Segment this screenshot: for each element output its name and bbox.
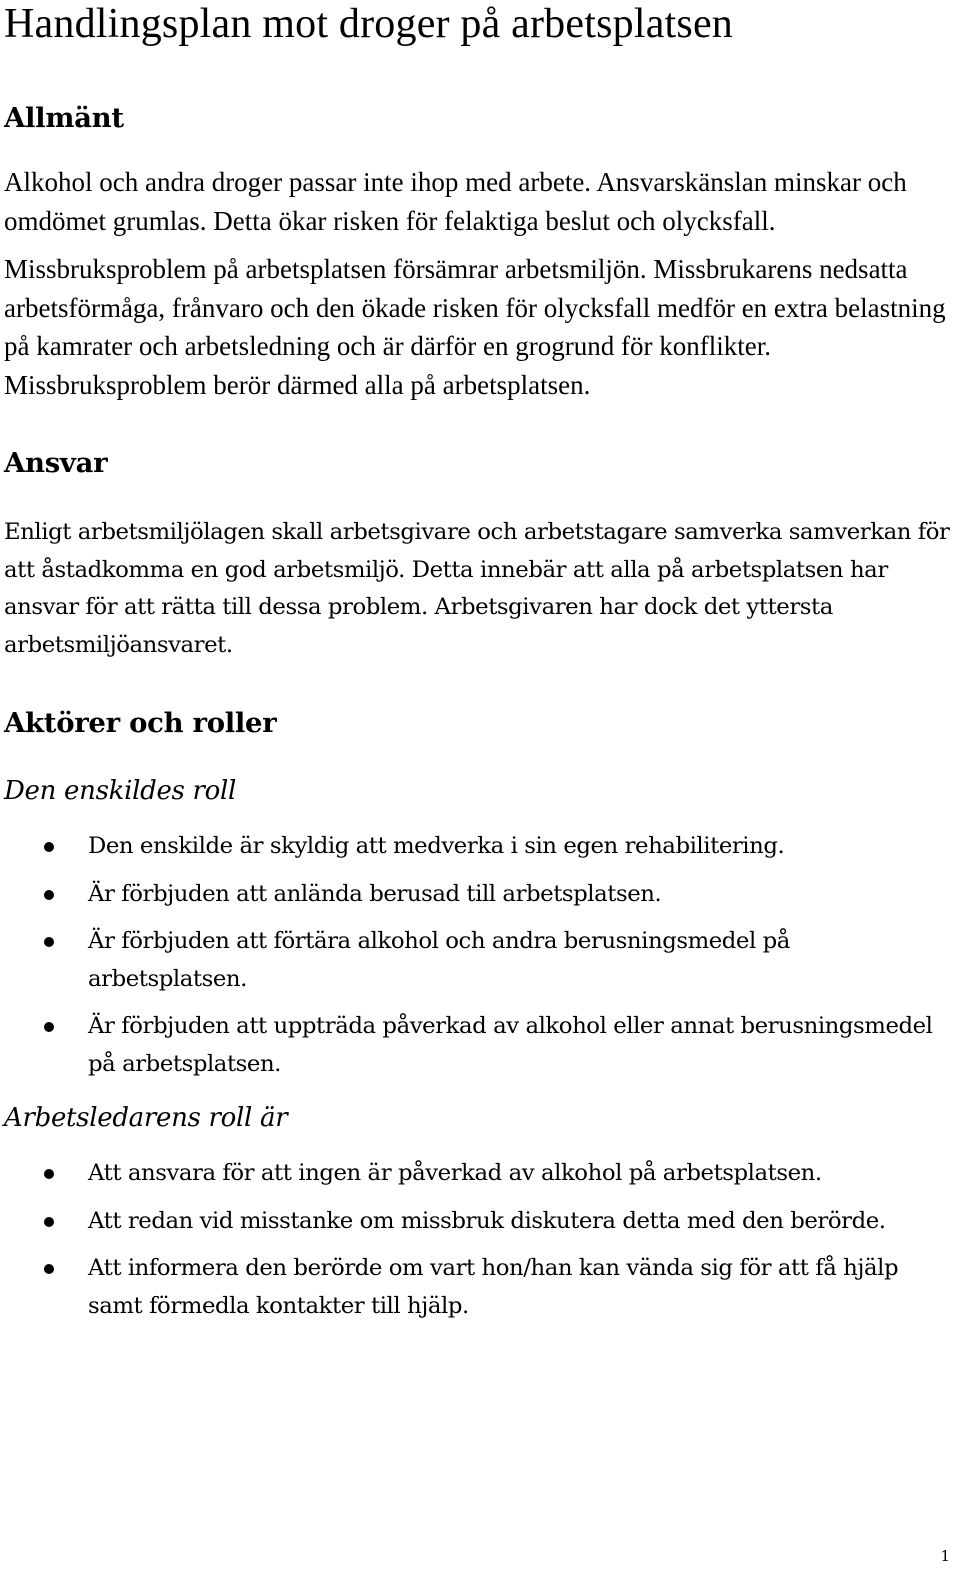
list-item <box>4 1008 954 1083</box>
subheading-arbetsledare: Arbetsledarens roll är <box>4 1103 288 1133</box>
section-heading-allmant: Allmänt <box>4 102 124 134</box>
list-item-text: Den enskilde är skyldig att medverka i sin egen rehabilitering. <box>88 833 785 859</box>
bullet-icon <box>44 937 54 947</box>
list-item-text: Att informera den berörde om vart hon/han kan vända sig för att få hjälp samt förmedla kontakter till hjälp. <box>88 1255 899 1319</box>
page-number: 1 <box>940 1547 950 1565</box>
list-item <box>4 1250 954 1325</box>
list-item-text: Är förbjuden att förtära alkohol och andra berusningsmedel på arbetsplatsen. <box>88 928 790 992</box>
bullet-icon <box>44 1169 54 1179</box>
list-item-text: Att redan vid misstanke om missbruk diskutera detta med den berörde. <box>88 1207 886 1234</box>
bullet-icon <box>44 1022 54 1032</box>
list-item-text: Är förbjuden att uppträda påverkad av alkohol eller annat berusningsmedel på arbetsplatsen. <box>88 1013 933 1077</box>
list-arbetsledare <box>4 1155 954 1325</box>
bullet-icon <box>44 890 54 900</box>
bullet-icon <box>44 1217 54 1227</box>
list-item <box>4 1203 954 1241</box>
list-enskild <box>4 828 954 1083</box>
paragraph-ansvar: Enligt arbetsmiljölagen skall arbetsgivare och arbetstagare samverka samverkan för att åstadkomma en god arbetsmiljö. Detta innebär att alla på arbetsplatsen har ansvar för att rätta till dessa problem. Arbetsgivaren har dock det yttersta arbetsmiljöansvaret. <box>4 519 950 658</box>
paragraph-allmant-intro: Alkohol och andra droger passar inte ihop med arbete. Ansvarskänslan minskar och omdömet grumlas. Detta ökar risken för felaktiga beslut och olycksfall. <box>4 167 907 236</box>
list-item-text: Är förbjuden att anlända berusad till arbetsplatsen. <box>88 880 662 907</box>
list-item <box>4 828 954 866</box>
list-item <box>4 923 954 998</box>
document-page <box>4 0 954 1335</box>
document-title: Handlingsplan mot droger på arbetsplatsen <box>4 1 734 47</box>
list-item-text: Att ansvara för att ingen är påverkad av alkohol på arbetsplatsen. <box>88 1160 822 1186</box>
bullet-icon <box>44 842 54 852</box>
section-heading-ansvar: Ansvar <box>4 447 108 479</box>
list-item <box>4 876 954 914</box>
bullet-icon <box>44 1264 54 1274</box>
section-heading-aktorer: Aktörer och roller <box>4 707 277 739</box>
subheading-enskild: Den enskildes roll <box>4 776 237 806</box>
paragraph-allmant-missbruk: Missbruksproblem på arbetsplatsen försämrar arbetsmiljön. Missbrukarens nedsatta arbetsförmåga, frånvaro och den ökade risken för olycksfall medför en extra belastning på kamrater och arbetsledning och är därför en grogrund för konflikter. Missbruksproblem berör därmed alla på arbetsplatsen. <box>4 254 946 400</box>
list-item <box>4 1155 954 1193</box>
